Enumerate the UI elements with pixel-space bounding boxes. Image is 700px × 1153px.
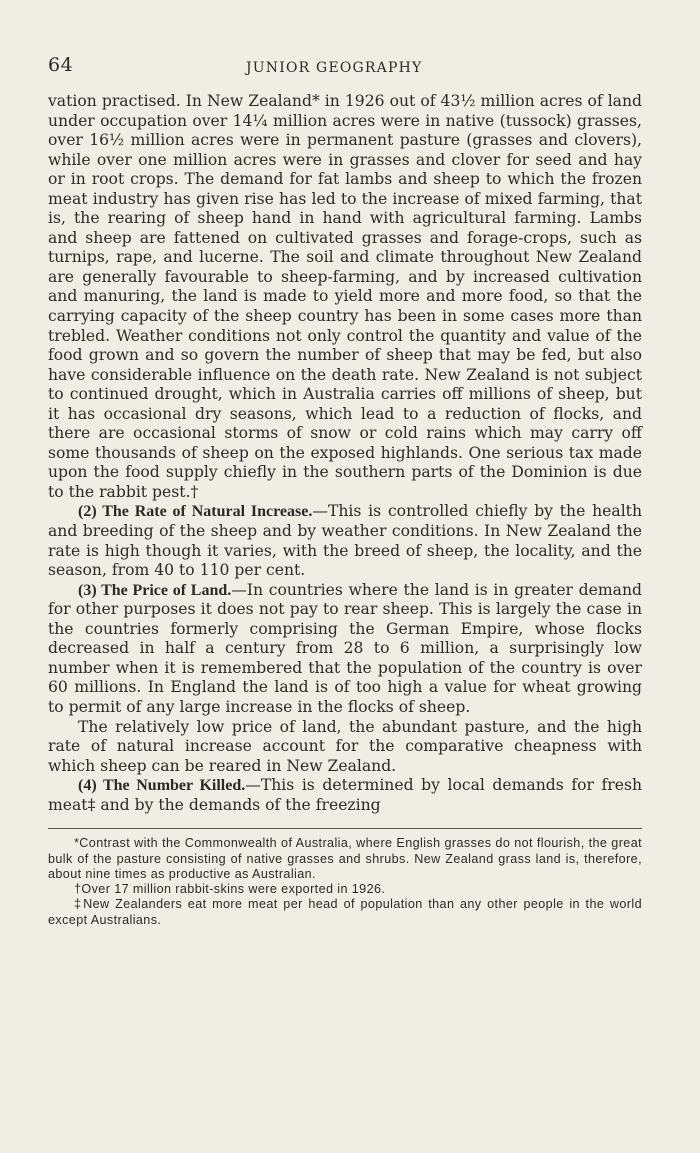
page-number: 64 <box>48 54 74 76</box>
paragraph-rate-of-increase <box>48 502 642 580</box>
running-head: JUNIOR GEOGRAPHY <box>246 60 423 76</box>
footnote-divider <box>48 828 642 829</box>
paragraph-price-of-land <box>48 581 642 718</box>
paragraph-text: The relatively low price of land, the abundant pasture, and the high rate of natural increase account for the comparative cheapness with which sheep can be reared in New Zealand. <box>48 717 642 775</box>
footnote-rabbit-skins: †Over 17 million rabbit-skins were exported in 1926. <box>74 882 386 897</box>
paragraph-number-killed <box>48 776 642 815</box>
section-heading: (2) The Rate of Natural Increase. <box>78 503 313 521</box>
footnote-contrast: *Contrast with the Commonwealth of Australia, where English grasses do not flourish, the great bulk of the pasture consisting of native grasses and shrubs. New Zealand grass land is, therefore, about nine times as productive as Australian. <box>48 836 642 881</box>
paragraph-text: vation practised. In New Zealand* in 1926 out of 43½ million acres of land under occupation over 14¼ million acres were in native (tussock) grasses, over 16½ million acres were in permanent pasture (grasses and clovers), while over one million acres were in grasses and clover for seed and hay or in root crops. The demand for fat lambs and sheep to which the frozen meat industry has given rise has led to the increase of mixed farming, that is, the rearing of sheep hand in hand with agricultural farming. Lambs and sheep are fattened on cultivated grasses and forage-crops, such as turnips, rape, and lucerne. The soil and climate throughout New Zealand are generally favourable to sheep-farming, and by increased cultivation and manuring, the land is made to yield more and more food, so that the carrying capacity of the sheep country has been in some cases more than trebled. Weather conditions not only control the quantity and value of the food grown and so govern the number of sheep that may be fed, but also have considerable influence on the death rate. New Zealand is not subject to continued drought, which in Australia carries off millions of sheep, but it has occasional dry seasons, which lead to a reduction of flocks, and there are occasional storms of snow or cold rains which may carry off some thousands of sheep on the exposed highlands. One serious tax made upon the food supply chiefly in the southern parts of the Dominion is due to the rabbit pest.† <box>48 92 642 501</box>
paragraph-continuation <box>48 92 642 502</box>
main-text <box>48 92 642 815</box>
paragraph-text: —This is controlled chiefly by the health and breeding of the sheep and by weather conditions. In New Zealand the rate is high though it varies, with the breed of sheep, the locality, and the season, from 40 to 110 per cent. <box>48 502 642 580</box>
section-heading: (3) The Price of Land. <box>78 581 232 599</box>
paragraph-relative-price <box>48 718 642 777</box>
section-heading: (4) The Number Killed. <box>78 777 246 795</box>
paragraph-text: —In countries where the land is in greater demand for other purposes it does not pay to rear sheep. This is largely the case in the countries formerly comprising the German Empire, whose flocks decreased in half a century from 28 to 6 million, a surprisingly low number when it is remembered that the population of the country is over 60 millions. In England the land is of too high a value for wheat growing to permit of any large increase in the flocks of sheep. <box>48 580 643 716</box>
page-header <box>48 54 642 92</box>
footnotes <box>48 836 642 928</box>
paragraph-text: —This is determined by local demands for fresh meat‡ and by the demands of the freezing <box>48 776 642 814</box>
footnote-meat-consumption: ‡New Zealanders eat more meat per head of population than any other people in the world except Australians. <box>48 897 642 927</box>
